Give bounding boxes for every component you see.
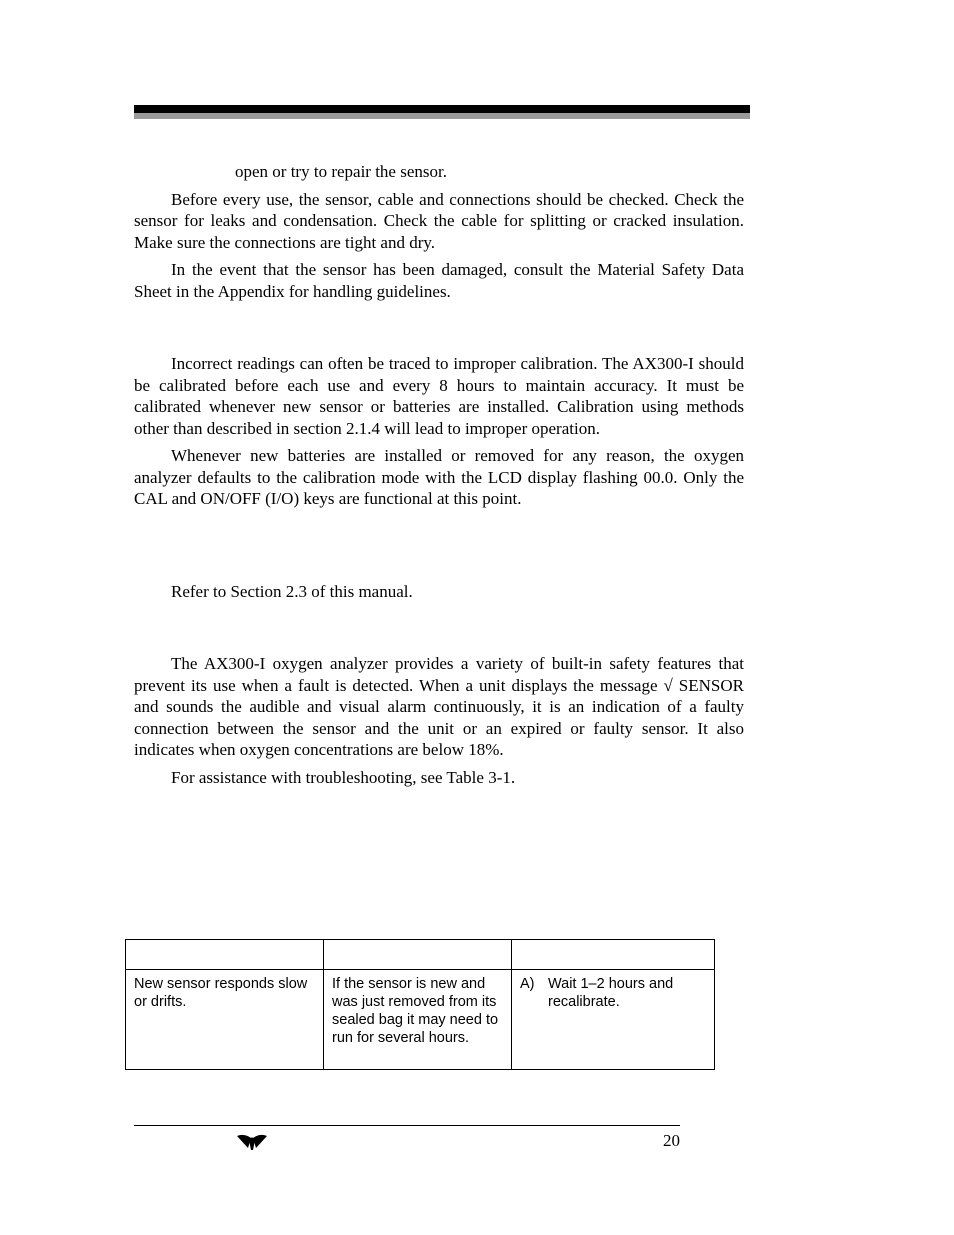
teledyne-logo-icon [236, 1133, 268, 1151]
table-row [126, 970, 715, 1070]
sensor-care-section [134, 161, 744, 302]
calibration-paragraph-2: Whenever new batteries are installed or removed for any reason, the oxygen analyzer defaults to the calibration mode with the LCD display flashing 00.0. Only the CAL and ON/OFF (I/O) keys are functional at this point. [134, 446, 744, 508]
troubleshooting-paragraph-1: The AX300-I oxygen analyzer provides a variety of built-in safety features that prevent its use when a fault is detected. When a unit displays the message √ SENSOR and sounds the audible and visual alarm continuously, it is an indication of a faulty connection between the sensor and the unit or an expired or faulty sensor. It also indicates when oxygen concentrations are below 18%. [134, 654, 744, 759]
calibration-paragraph-1: Incorrect readings can often be traced to improper calibration. The AX300-I should be calibrated before each use and every 8 hours to maintain accuracy. It must be calibrated whenever new sensor or batteries are installed. Calibration using methods other than described in section 2.1.4 will lead to improper operation. [134, 354, 744, 438]
inspection-paragraph: Before every use, the sensor, cable and connections should be checked. Check the sensor for leaks and condensation. Check the cable for splitting or cracked insulation. Make sure the connections are tight and dry. [134, 189, 744, 252]
troubleshooting-paragraph-2: For assistance with troubleshooting, see Table 3-1. [171, 767, 516, 787]
cell-cause: If the sensor is new and was just removed from its sealed bag it may need to run for several hours. [324, 970, 512, 1070]
troubleshooting-section [134, 653, 744, 788]
remedy-text: Wait 1–2 hours and recalibrate. [548, 976, 674, 1010]
header-rule-gray [134, 113, 750, 119]
damage-paragraph: In the event that the sensor has been damaged, consult the Material Safety Data Sheet in the Appendix for handling guidelines. [134, 260, 744, 301]
refer-section [134, 581, 744, 603]
table-header-row [126, 940, 715, 970]
continuation-text: open or try to repair the sensor. [235, 162, 447, 181]
header-remedy [512, 940, 715, 970]
cell-symptom: New sensor responds slow or drifts. [126, 970, 324, 1070]
page-number: 20 [663, 1131, 680, 1150]
footer-rule [134, 1125, 680, 1126]
header-symptom [126, 940, 324, 970]
calibration-section [134, 353, 744, 510]
header-cause [324, 940, 512, 970]
troubleshooting-table [125, 939, 715, 1070]
refer-paragraph: Refer to Section 2.3 of this manual. [171, 582, 413, 601]
header-rule-black [134, 105, 750, 113]
remedy-marker: A) [520, 976, 535, 992]
cell-remedy [512, 970, 715, 1070]
